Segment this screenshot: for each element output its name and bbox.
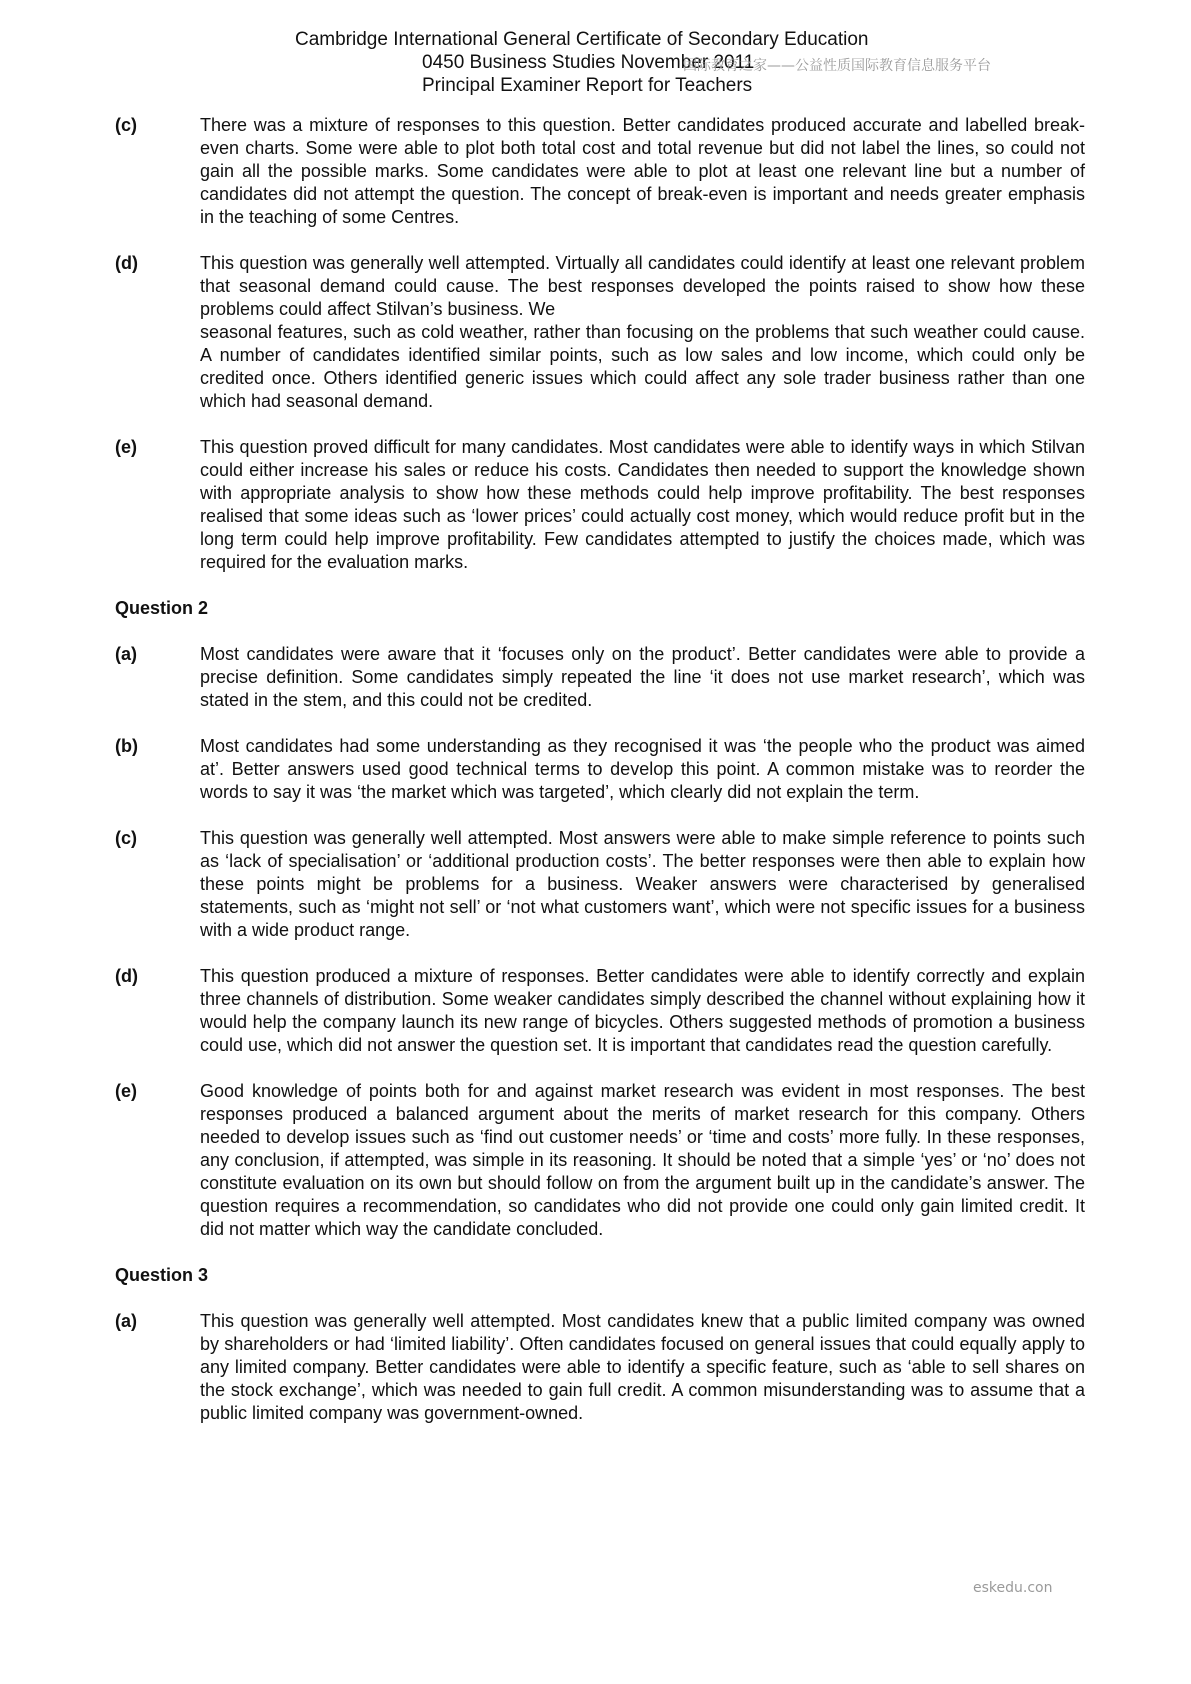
header-line-3: Principal Examiner Report for Teachers <box>422 75 753 96</box>
answer-item <box>115 252 1085 413</box>
item-label: (e) <box>115 1081 137 1101</box>
item-label: (d) <box>115 966 138 986</box>
answer-item <box>115 643 1085 712</box>
item-text: This question was generally well attempted. Virtually all candidates could identify at least one relevant problem that seasonal demand could cause. The best responses developed the points raised to show how these problems could affect Stilvan’s business. We <box>200 253 1085 319</box>
question-heading: Question 2 <box>115 598 209 618</box>
item-label: (a) <box>115 1311 137 1331</box>
item-label: (b) <box>115 736 138 756</box>
report-body <box>115 114 1085 1448</box>
item-label: (c) <box>115 828 137 848</box>
answer-item <box>115 436 1085 574</box>
item-text: This question was generally well attempted. Most candidates knew that a public limited company was owned by shareholders or had ‘limited liability’. Often candidates focused on general issues that could equally apply to any limited company. Better candidates were able to identify a specific feature, such as ‘able to sell shares on the stock exchange’, which was needed to gain full credit. A common misunderstanding was to assume that a public limited company was government-owned. <box>200 1311 1085 1423</box>
question-heading: Question 3 <box>115 1265 209 1285</box>
answer-item <box>115 114 1085 229</box>
item-text: Most candidates were aware that it ‘focuses only on the product’. Better candidates were able to provide a precise definition. Some candidates simply repeated the line ‘it does not use market research’, which was stated in the stem, and this could not be credited. <box>200 644 1085 710</box>
item-text: There was a mixture of responses to this question. Better candidates produced accurate and labelled break-even charts. Some were able to plot both total cost and total revenue but did not label the lines, so could not gain all the possible marks. Some candidates were able to plot at least one relevant line but a number of candidates did not attempt the question. The concept of break-even is important and needs greater emphasis in the teaching of some Centres. <box>200 115 1085 227</box>
section-question-2 <box>115 597 1085 1241</box>
item-label: (e) <box>115 437 137 457</box>
item-text: This question produced a mixture of responses. Better candidates were able to identify correctly and explain three channels of distribution. Some weaker candidates simply described the channel without explaining how it would help the company launch its new range of bicycles. Others suggested methods of promotion a business could use, which did not answer the question set. It is important that candidates read the question carefully. <box>200 966 1085 1055</box>
item-text: Most candidates had some understanding as they recognised it was ‘the people who the product was aimed at’. Better answers used good technical terms to develop this point. A common mistake was to reorder the words to say it was ‘the market which was targeted’, which clearly did not explain the term. <box>200 736 1085 802</box>
answer-item <box>115 827 1085 942</box>
item-text-block <box>200 252 1085 413</box>
watermark-bottom: eskedu.con <box>973 1580 1053 1596</box>
watermark-top: 国际教育之家——公益性质国际教育信息服务平台 <box>683 58 991 74</box>
item-label: (c) <box>115 115 137 135</box>
section-continued <box>115 114 1085 574</box>
item-text: This question was generally well attempted. Most answers were able to make simple reference to points such as ‘lack of specialisation’ or ‘additional production costs’. The better responses were then able to explain how these points might be problems for a business. Weaker answers were characterised by generalised statements, such as ‘might not sell’ or ‘not what customers want’, which were not specific issues for a business with a wide product range. <box>200 828 1085 940</box>
answer-item <box>115 735 1085 804</box>
answer-item <box>115 1080 1085 1241</box>
header-line-2: 0450 Business Studies November 2011 <box>422 52 755 73</box>
header-line-1: Cambridge International General Certificate of Secondary Education <box>295 29 869 50</box>
item-label: (d) <box>115 253 138 273</box>
item-label: (a) <box>115 644 137 664</box>
item-text: Good knowledge of points both for and against market research was evident in most responses. The best responses produced a balanced argument about the merits of market research for this company. Others needed to develop issues such as ‘find out customer needs’ or ‘time and costs’ more fully. In these responses, any conclusion, if attempted, was simple in its reasoning. It should be noted that a simple ‘yes’ or ‘no’ does not constitute evaluation on its own but should follow on from the argument built up in the candidate’s answer. The question requires a recommendation, so candidates who did not provide one could only gain limited credit. It did not matter which way the candidate concluded. <box>200 1081 1085 1239</box>
item-text-continued: seasonal features, such as cold weather, rather than focusing on the problems that such weather could cause. A number of candidates identified similar points, such as low sales and low income, which could only be credited once. Others identified generic issues which could affect any sole trader business rather than one which had seasonal demand. <box>200 322 1085 411</box>
section-question-3 <box>115 1264 1085 1425</box>
answer-item <box>115 965 1085 1057</box>
answer-item <box>115 1310 1085 1425</box>
item-text: This question proved difficult for many candidates. Most candidates were able to identify ways in which Stilvan could either increase his sales or reduce his costs. Candidates then needed to support the knowledge shown with appropriate analysis to show how these methods could help improve profitability. The best responses realised that some ideas such as ‘lower prices’ could actually cost money, which would reduce profit but in the long term could help improve profitability. Few candidates attempted to justify the choices made, which was required for the evaluation marks. <box>200 437 1085 572</box>
